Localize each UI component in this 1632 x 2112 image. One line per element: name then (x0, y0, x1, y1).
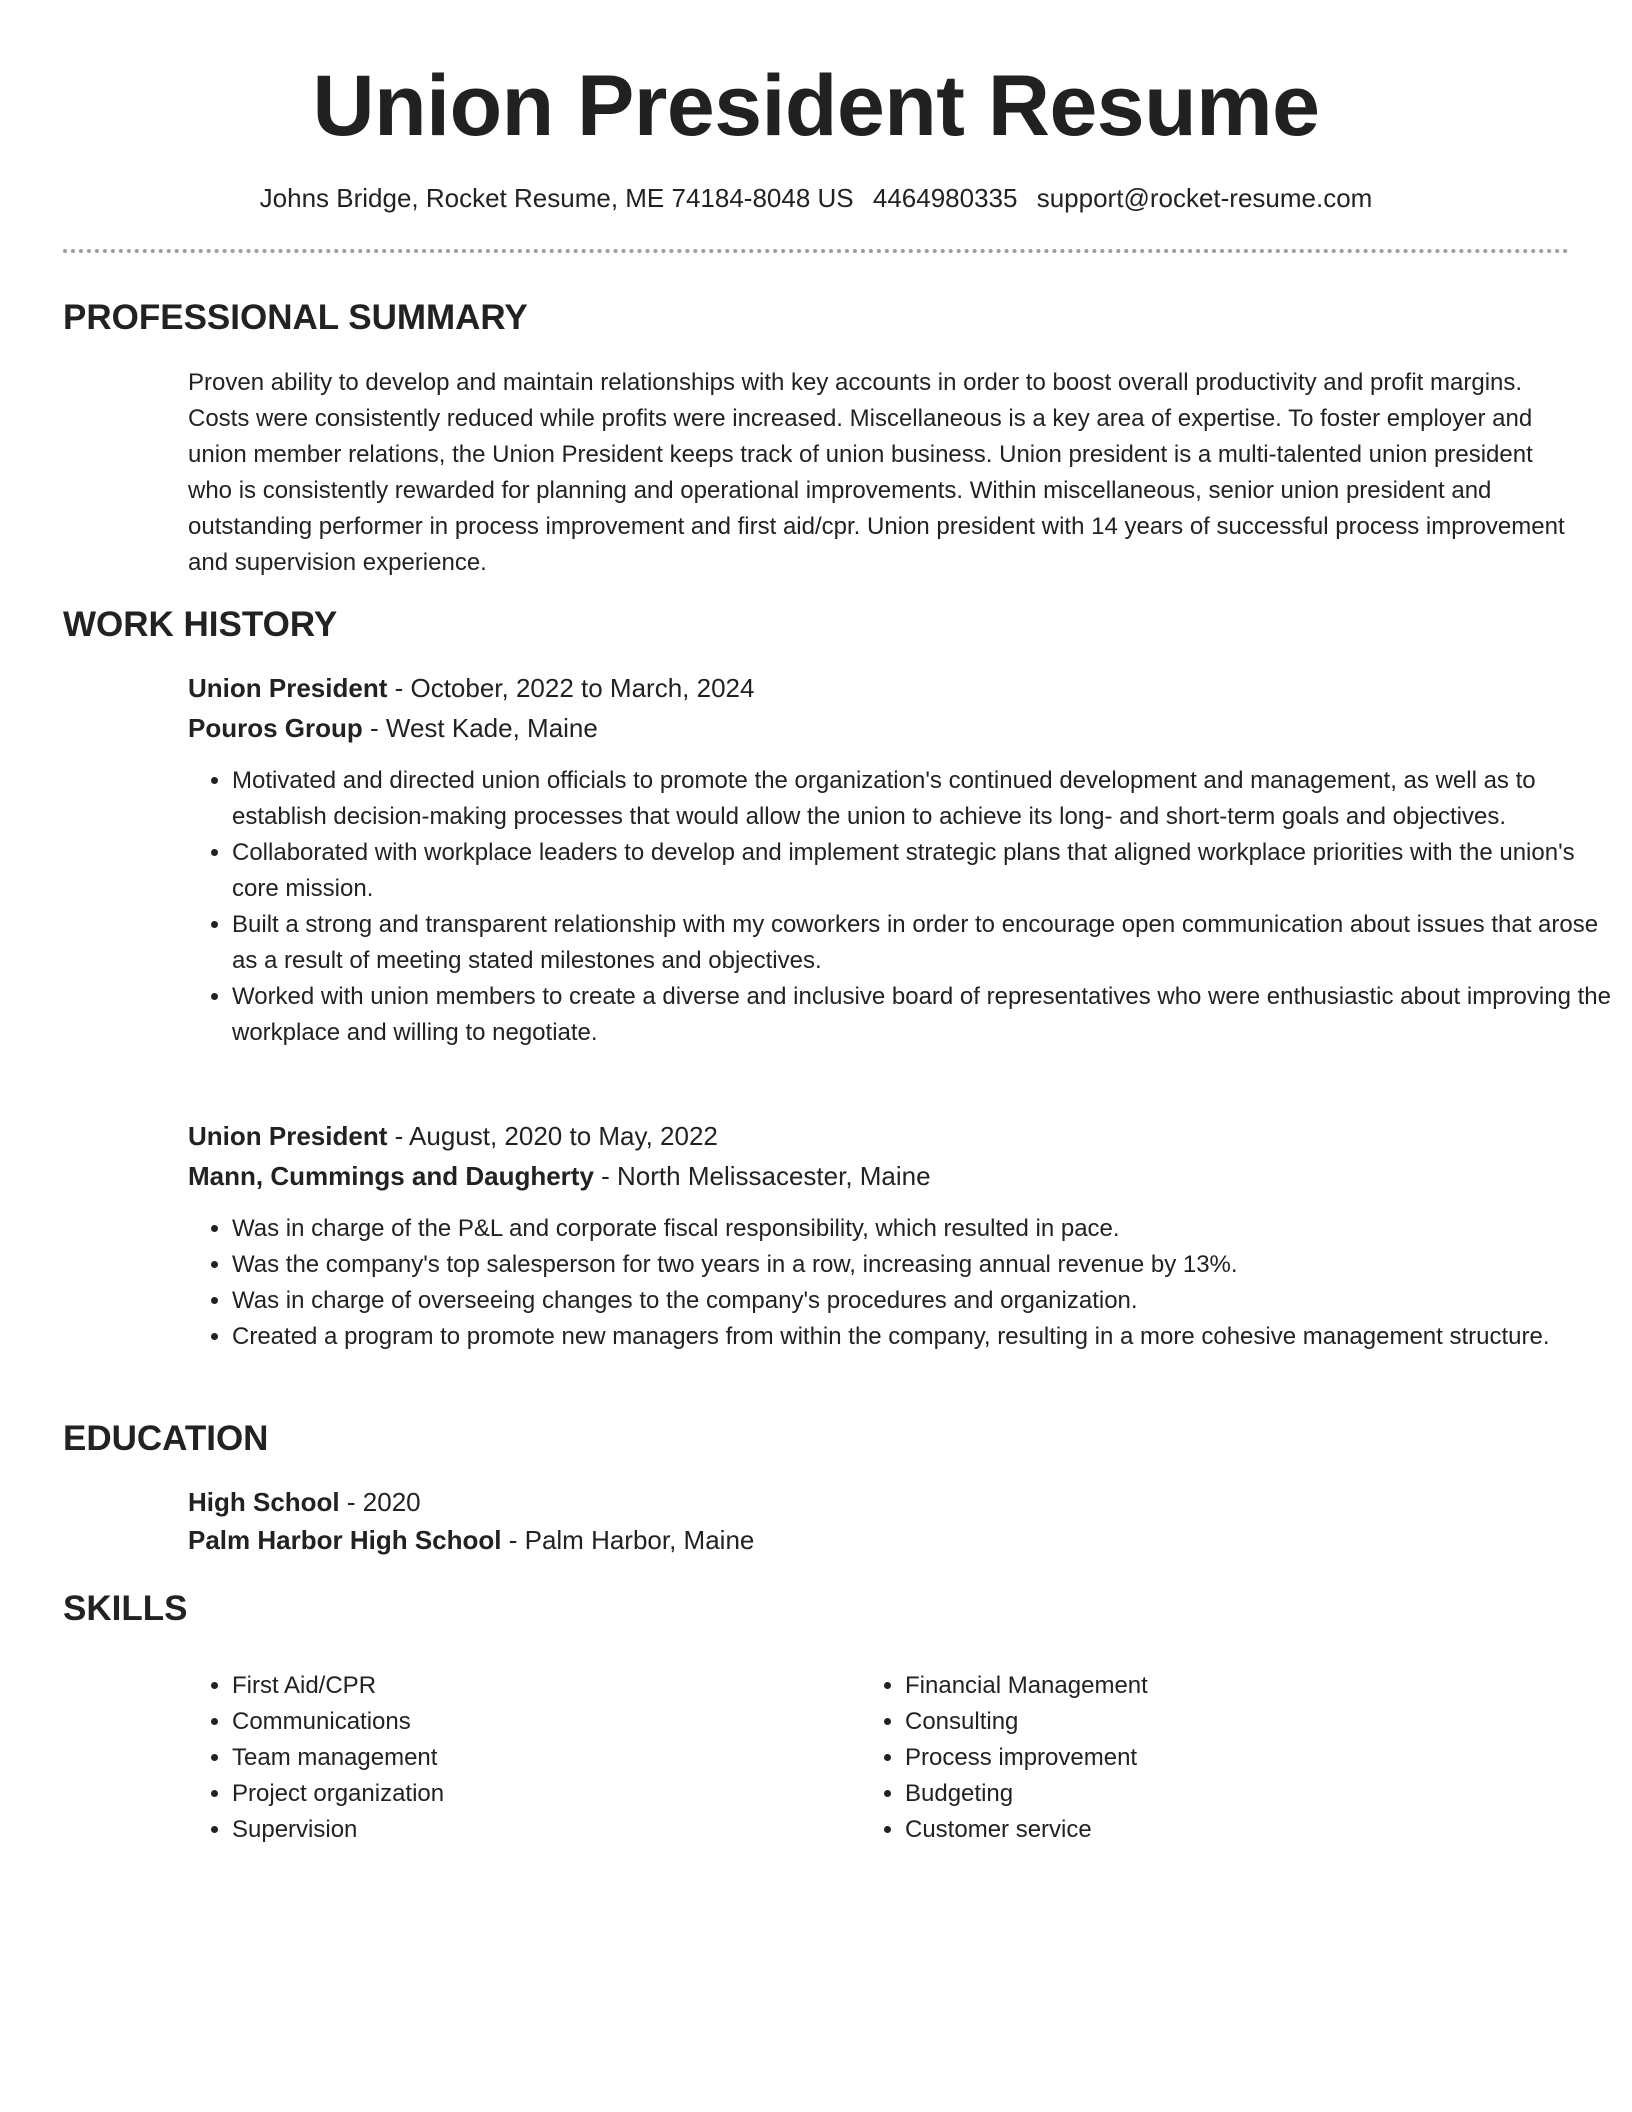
job-1-company: Pouros Group (188, 713, 363, 743)
job-1-location: - West Kade, Maine (362, 713, 598, 743)
list-item: • Was in charge of overseeing changes to the company's procedures and organization. (232, 1283, 1614, 1319)
skills-list-right (861, 1668, 1505, 1848)
work-history-heading: WORK HISTORY (63, 605, 338, 644)
job-2-title: Union President (188, 1121, 388, 1151)
skill-item: • Process improvement (905, 1740, 1505, 1776)
contact-email: support@rocket-resume.com (1036, 183, 1373, 213)
job-1-title: Union President (188, 673, 388, 703)
skill-item: • Project organization (232, 1776, 832, 1812)
job-2-company-line (188, 1158, 931, 1194)
education-school: Palm Harbor High School (188, 1525, 502, 1555)
list-item: • Collaborated with workplace leaders to develop and implement strategic plans that aligned workplace priorities with the union's core mission. (232, 835, 1614, 907)
contact-line (0, 180, 1632, 216)
job-2-location: - North Melissacester, Maine (593, 1161, 931, 1191)
job-2-dates: - August, 2020 to May, 2022 (387, 1121, 718, 1151)
list-item: • Created a program to promote new managers from within the company, resulting in a more cohesive management structure. (232, 1319, 1614, 1355)
list-item: • Was the company's top salesperson for two years in a row, increasing annual revenue by 13%. (232, 1247, 1614, 1283)
skill-item: • First Aid/CPR (232, 1668, 832, 1704)
skill-item: • Communications (232, 1704, 832, 1740)
skill-item: • Consulting (905, 1704, 1505, 1740)
skill-item: • Customer service (905, 1812, 1505, 1848)
job-2-company: Mann, Cummings and Daugherty (188, 1161, 594, 1191)
list-item: • Built a strong and transparent relationship with my coworkers in order to encourage open communication about issues that arose as a result of meeting stated milestones and objectives. (232, 907, 1614, 979)
skills-heading: SKILLS (63, 1589, 188, 1628)
list-item: • Was in charge of the P&L and corporate fiscal responsibility, which resulted in pace. (232, 1211, 1614, 1247)
job-1-company-line (188, 710, 598, 746)
header-divider (63, 249, 1569, 253)
skill-item: • Team management (232, 1740, 832, 1776)
list-item: • Motivated and directed union officials to promote the organization's continued development and management, as well as to establish decision-making processes that would allow the union to achieve its long- and short-term goals and objectives. (232, 763, 1614, 835)
job-1-title-line (188, 670, 754, 706)
job-2-bullets (188, 1211, 1614, 1355)
contact-phone: 4464980335 (872, 183, 1018, 213)
education-location: - Palm Harbor, Maine (501, 1525, 755, 1555)
skill-item: • Financial Management (905, 1668, 1505, 1704)
skill-item: • Budgeting (905, 1776, 1505, 1812)
job-1-bullets (188, 763, 1614, 1051)
summary-heading: PROFESSIONAL SUMMARY (63, 298, 528, 337)
education-heading: EDUCATION (63, 1419, 269, 1458)
education-year: - 2020 (339, 1487, 421, 1517)
education-degree-line (188, 1484, 421, 1520)
education-degree: High School (188, 1487, 340, 1517)
contact-address: Johns Bridge, Rocket Resume, ME 74184-8048 US (259, 183, 854, 213)
education-school-line (188, 1522, 754, 1558)
job-2-title-line (188, 1118, 718, 1154)
skills-list-left (188, 1668, 832, 1848)
resume-title: Union President Resume (312, 58, 1320, 154)
job-1-dates: - October, 2022 to March, 2024 (387, 673, 755, 703)
skill-item: • Supervision (232, 1812, 832, 1848)
list-item: • Worked with union members to create a diverse and inclusive board of representatives who were enthusiastic about improving the workplace and willing to negotiate. (232, 979, 1614, 1051)
summary-text: Proven ability to develop and maintain relationships with key accounts in order to boost overall productivity and profit margins. Costs were consistently reduced while profits were increased. Miscellaneous is a key area of expertise. To foster employer and union member relations, the Union President keeps track of union business. Union president is a multi-talented union president who is consistently rewarded for planning and operational improvements. Within miscellaneous, senior union president and outstanding performer in process improvement and first aid/cpr. Union president with 14 years of successful process improvement and supervision experience. (188, 369, 1565, 576)
